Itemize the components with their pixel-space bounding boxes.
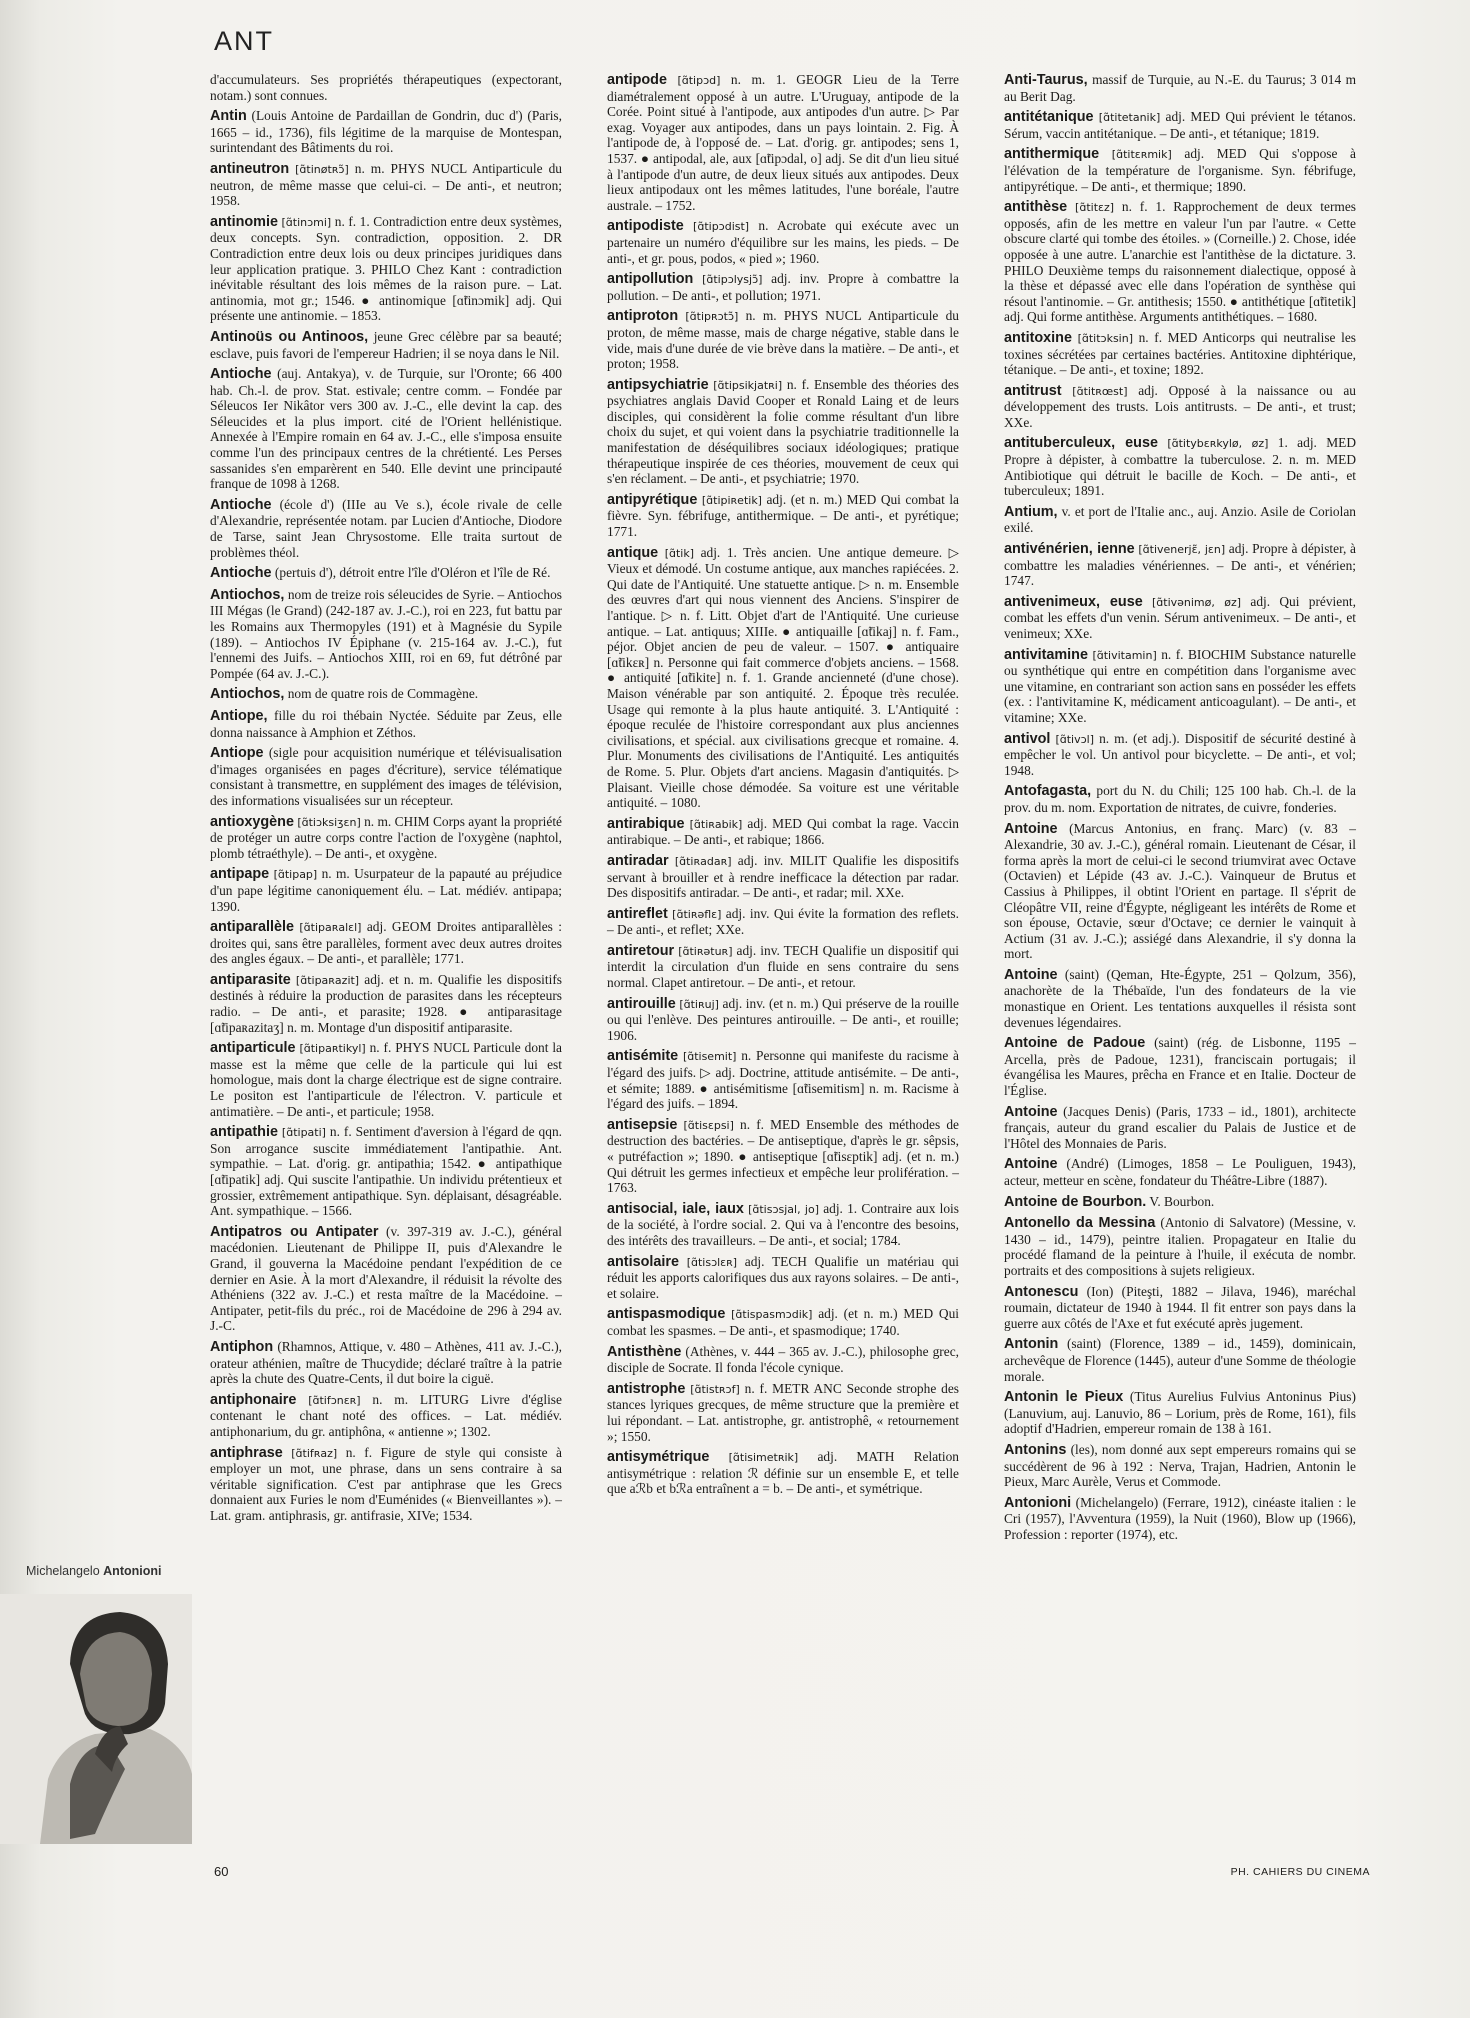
dictionary-entry: [607, 1381, 959, 1444]
dictionary-entry: [210, 1124, 562, 1219]
entry-definition: n. f. 1. Contradiction entre deux systèmes, deux concepts. Syn. contradiction, opposition. 2. DR Contradiction entre deux lois ou deux principes juridiques dans leur application pratique. 3. PHILO Chez Kant : contradiction inévitable résultant des lois mêmes de la raison pure. – Lat. antinomia, mot gr.; 1546. ● antinomique [ɑ̃tinɔmik] adj. Qui présente une antinomie. – 1853.: [210, 213, 562, 324]
entry-definition: 1. adj. MED Propre à dépister, à combattre la tuberculose. 2. n. m. MED Antibiotique qui détruit le bacille de Koch. – De anti-, et tuberculeux; 1891.: [1004, 435, 1356, 499]
entry-pronunciation: [ɑ̃tipap]: [273, 868, 318, 882]
entry-headword: Antofagasta,: [1004, 783, 1092, 800]
entry-definition: adj. inv. (et n. m.) Qui préserve de la rouille ou qui l'enlève. Des peintures antirouille. – De anti-, et rouille; 1906.: [607, 995, 959, 1043]
entry-definition: adj. (et n. m.) MED Qui combat la fièvre. Syn. fébrifuge, antithermique. – De anti-, et pyrétique; 1771.: [607, 491, 959, 540]
entry-headword: Antoine de Bourbon.: [1004, 1193, 1147, 1210]
entry-headword: Antoine: [1004, 1156, 1058, 1173]
entry-pronunciation: [ɑ̃tipati]: [281, 1126, 326, 1140]
entry-headword: antiradar: [607, 852, 669, 869]
dictionary-entry: [1004, 1336, 1356, 1384]
dictionary-entry: [1004, 1442, 1356, 1490]
running-head: ANT: [214, 26, 274, 56]
entry-definition: (Titus Aurelius Fulvius Antoninus Pius) (Lanuvium, auj. Lanuvio, 86 – Lorium, près de Rome, 161), fils adoptif d'Hadrien, empereur romain de 138 à 161.: [1004, 1389, 1356, 1437]
entry-headword: antisepsie: [607, 1116, 678, 1133]
entry-definition: fille du roi thébain Nyctée. Séduite par Zeus, elle donna naissance à Amphion et Zéthos.: [210, 707, 562, 740]
portrait-illustration: [0, 1594, 192, 1844]
entry-definition: nom de treize rois séleucides de Syrie. – Antiochos III Mégas (le Grand) (242-187 av. J.-C.), roi en 223, fut battu par les Romains aux Thermopyles (191) et à Magnésie du Sypile (189). – Antiochos IV Épiphane (v. 215-164 av. J.-C.), fut l'ennemi des Juifs. – Antiochos XIII, roi en 69, fut détrôné par Pompée (64 av. J.-C.).: [210, 586, 562, 681]
dictionary-entry: [1004, 1284, 1356, 1332]
entry-definition: n. m. (et adj.). Dispositif de sécurité destiné à empêcher le vol. Un antivol pour bicyclette. – De anti-, et vol; 1948.: [1004, 730, 1356, 778]
entry-definition: adj. inv. TECH Qualifie un dispositif qui interdit la circulation d'un fluide en sens contraire du sens normal. Clapet antiretour. – De anti-, et retour.: [607, 942, 959, 991]
portrait-photo: [0, 1594, 192, 1844]
dictionary-entry: [210, 745, 562, 808]
entry-definition: n. f. MED Anticorps qui neutralise les toxines sécrétées par certaines bactéries. Antitoxine diphtérique, tétanique. – De anti-, et toxine; 1892.: [1004, 329, 1356, 378]
dictionary-entry: [210, 866, 562, 914]
entry-pronunciation: [ɑ̃tik]: [664, 546, 695, 560]
entry-definition: n. f. METR ANC Seconde strophe des stances lyriques grecques, de même structure que la première et lui répondant. – Lat. antistrophe, gr. antistrophê, « retournement »; 1550.: [607, 1380, 959, 1444]
entry-pronunciation: [ɑ̃tifɔnɛʀ]: [308, 1393, 361, 1407]
entry-pronunciation: [ɑ̃tivənimø, øz]: [1151, 595, 1242, 609]
entry-headword: Antium,: [1004, 503, 1058, 520]
entry-definition: nom de quatre rois de Commagène.: [287, 686, 479, 702]
dictionary-entry: [210, 814, 562, 862]
entry-definition: n. f. MED Ensemble des méthodes de destruction des bactéries. – De antiseptique, d'après le gr. sêpsis, « putréfaction »; 1890. ● antiseptique [ɑ̃tisɛptik] adj. (et n. m.) Qui détruit les germes infectieux et empêche leur prolifération. – 1763.: [607, 1116, 959, 1196]
entry-pronunciation: [ɑ̃tipɔdist]: [693, 220, 750, 234]
dictionary-entry: [1004, 594, 1356, 642]
entry-headword: antisémite: [607, 1048, 679, 1065]
entry-definition: V. Bourbon.: [1149, 1193, 1215, 1209]
entry-definition: adj. MED Qui prévient le tétanos. Sérum, vaccin antitétanique. – De anti-, et tétanique; 1819.: [1004, 109, 1356, 141]
dictionary-entry: [1004, 1035, 1356, 1098]
entry-headword: Antin: [210, 108, 247, 125]
entry-pronunciation: [ɑ̃tinɔmi]: [281, 215, 332, 229]
entry-pronunciation: [ɑ̃tiʀuj]: [679, 997, 719, 1011]
dictionary-entry: [607, 545, 959, 811]
entry-definition: n. f. BIOCHIM Substance naturelle ou synthétique qui entre en compétition dans l'organisme avec une vitamine, en contrariant son action sans en posséder les effets (ex. : l'antivitamine K, médicament anticoagulant). – De anti-, et vitamine; XXe.: [1004, 646, 1356, 725]
entry-definition: (sigle pour acquisition numérique et télévisualisation d'images organisées en pages d'écriture), service télématique consistant à transmettre, en supplément des images de télévision, des informations visualisées sur un récepteur.: [210, 745, 562, 808]
entry-pronunciation: [ɑ̃tipɔlysjɔ̃]: [702, 273, 763, 287]
entry-headword: Antonello da Messina: [1004, 1215, 1156, 1232]
entry-definition: jeune Grec célèbre par sa beauté; esclave, puis favori de l'empereur Hadrien; il se noya dans le Nil.: [210, 328, 562, 361]
entry-headword: Antonescu: [1004, 1283, 1079, 1300]
entry-definition: n. f. Sentiment d'aversion à l'égard de qqn. Son arrogance suscite immédiatement l'antipathie. Ant. sympathie. – Lat. d'orig. gr. antipathia; 1542. ● antipathique [ɑ̃tipatik] adj. Qui suscite l'antipathie. Un individu prétentieux et grossier, extrêmement antipathique. Syn. déplaisant, désagréable. Ant. sympathique. – 1566.: [210, 1124, 562, 1219]
entry-definition: n. m. PHYS NUCL Antiparticule du proton, de même masse, mais de charge négative, stable dans le vide, mais d'une durée de vie brève dans la matière. – De anti-, et proton; 1958.: [607, 308, 959, 372]
entry-headword: antiphonaire: [210, 1391, 297, 1408]
dictionary-entry: [607, 816, 959, 848]
dictionary-entry: [210, 686, 562, 703]
entry-headword: antique: [607, 544, 659, 561]
entry-definition: (Jacques Denis) (Paris, 1733 – id., 1801), architecte français, auteur du grand escalier du Palais de Justice et de l'Hôtel des Monnaies de Paris.: [1004, 1103, 1356, 1151]
dictionary-entry: [1004, 72, 1356, 104]
entry-headword: Antoine: [1004, 966, 1058, 983]
entry-pronunciation: [ɑ̃tipaʀalɛl]: [299, 921, 362, 935]
entry-definition: n. m. CHIM Corps ayant la propriété de protéger un autre corps contre l'action de l'oxygène (naphtol, plomb tétraéthyle). – De anti-, et oxygène.: [210, 813, 562, 861]
dictionary-entry: [210, 1445, 562, 1524]
dictionary-entry: [1004, 146, 1356, 194]
entry-pronunciation: [ɑ̃titɛʀmik]: [1111, 148, 1172, 162]
photo-credit: PH. CAHIERS DU CINEMA: [1230, 1866, 1370, 1878]
entry-definition: (Michelangelo) (Ferrare, 1912), cinéaste italien : le Cri (1957), l'Avventura (1959), la Nuit (1960), Blow up (1966), Profession : reporter (1974), etc.: [1004, 1494, 1356, 1542]
entry-headword: Antiochos,: [210, 586, 285, 603]
entry-pronunciation: [ɑ̃tipaʀtikyl]: [299, 1042, 366, 1056]
entry-definition: (Athènes, v. 444 – 365 av. J.-C.), philosophe grec, disciple de Socrate. Il fonda l'école cynique.: [607, 1343, 959, 1376]
entry-headword: Antonins: [1004, 1441, 1067, 1458]
entry-definition: adj. Propre à dépister, à combattre les maladies vénériennes. – De anti-, et vénérien; 1747.: [1004, 541, 1356, 589]
entry-definition: n. m. Usurpateur de la papauté au préjudice d'un pape légitime canoniquement élu. – Lat. médiév. antipapa; 1390.: [210, 866, 562, 914]
page-number: 60: [214, 1864, 229, 1879]
entry-headword: Antonioni: [1004, 1494, 1072, 1511]
dictionary-entry: [1004, 330, 1356, 378]
entry-headword: Antioche: [210, 496, 272, 513]
caption-first-name: Michelangelo: [26, 1564, 100, 1578]
dictionary-entry: [1004, 541, 1356, 589]
entry-definition: adj. MATH Relation antisymétrique : relation ℛ définie sur un ensemble E, et telle que aℛb et bℛa entraînent a = b. – De anti-, et symétrique.: [607, 1449, 959, 1497]
dictionary-entry: [210, 329, 562, 361]
entry-headword: Antonin le Pieux: [1004, 1389, 1124, 1406]
entry-definition: (les), nom donné aux sept empereurs romains qui se succédèrent de 96 à 192 : Nerva, Trajan, Hadrien, Antonin le Pieux, Marc Aurèle, Verus et Commode.: [1004, 1441, 1356, 1490]
entry-pronunciation: [ɑ̃tifʀaz]: [291, 1446, 338, 1460]
entry-headword: antipodiste: [607, 218, 684, 235]
entry-definition: n. f. Figure de style qui consiste à employer un mot, une phrase, dans un sens contraire à sa véritable signification. C'est par antiphrase que les Grecs donnaient aux Furies le nom d'Euménides (« Bienveillantes »). – Lat. gram. antiphrasis, gr. antifrasie, XIVe; 1534.: [210, 1444, 562, 1523]
entry-headword: antineutron: [210, 160, 290, 177]
entry-headword: antioxygène: [210, 813, 294, 830]
dictionary-entry: [1004, 1389, 1356, 1437]
entry-headword: Antioche: [210, 366, 272, 383]
entry-definition: (Louis Antoine de Pardaillan de Gondrin, duc d') (Paris, 1665 – id., 1736), fils légitime de la marquise de Montespan, surintendant des Bâtiments du roi.: [210, 108, 562, 156]
dictionary-entry: [607, 906, 959, 938]
dictionary-entry: [210, 972, 562, 1035]
entry-headword: antivenimeux, euse: [1004, 593, 1143, 610]
entry-definition: adj. MED Qui combat la rage. Vaccin antirabique. – De anti-, et rabique; 1866.: [607, 815, 959, 848]
dictionary-entry: [1004, 647, 1356, 726]
entry-headword: antithèse: [1004, 199, 1068, 216]
dictionary-entry: [607, 1344, 959, 1376]
entry-headword: antiparallèle: [210, 919, 294, 936]
entry-pronunciation: [ɑ̃tipʀɔtɔ̃]: [685, 310, 739, 324]
entry-pronunciation: [ɑ̃titetanik]: [1098, 111, 1161, 125]
entry-pronunciation: [ɑ̃tisɛpsi]: [683, 1118, 734, 1132]
dictionary-entry: [607, 218, 959, 266]
entry-definition: adj. 1. Très ancien. Une antique demeure. ▷ Vieux et démodé. Un costume antique, aux manches rapiécées. 2. Qui date de l'Antiquité. Une statuette antique. ▷ n. m. Ensemble des œuvres d'art qui nous viennent des Anciens. S'inspirer de l'antique. ▷ n. f. Litt. Objet d'art de l'Antiquité. Une curieuse antique. – Lat. antiquus; XIIIe. ● antiquaille [ɑ̃tikaj] n. f. Fam., péjor. Objet ancien de peu de valeur. – 1507. ● antiquaire [ɑ̃tikɛʀ] n. Personne qui fait commerce d'objets anciens. – 1568. ● antiquité [ɑ̃tikite] n. f. 1. Grande ancienneté (d'une chose). Maison vénérable par son antiquité. 2. Époque très reculée. Usage qui remonte à la plus haute antiquité. 3. L'Antiquité : époque reculée de l'histoire correspondant aux plus anciennes civilisations, et spécial. aux civilisations grecque et romaine. 4. Plur. Monuments des civilisations de l'Antiquité. Les antiquités de Rome. 5. Plur. Objets d'art anciens. Magasin d'antiquités. ▷ Plaisant. Vieille chose démodée. Sa voiture est une véritable antiquité. – 1080.: [607, 544, 959, 811]
column-2: [607, 72, 959, 1502]
dictionary-entry: [210, 366, 562, 492]
dictionary-entry: [607, 1117, 959, 1196]
entry-headword: antithermique: [1004, 146, 1100, 163]
entry-headword: antivol: [1004, 730, 1051, 747]
column-1: [210, 72, 562, 1528]
dictionary-entry: [210, 1339, 562, 1387]
dictionary-entry: [210, 214, 562, 324]
entry-pronunciation: [ɑ̃tiʀəflɛ]: [672, 907, 722, 921]
entry-headword: antiproton: [607, 308, 679, 325]
entry-headword: Antioche: [210, 565, 272, 582]
entry-headword: antisolaire: [607, 1253, 679, 1270]
entry-headword: antitoxine: [1004, 329, 1072, 346]
entry-headword: antirabique: [607, 815, 685, 832]
dictionary-entry: [1004, 1156, 1356, 1188]
entry-definition: (saint) (rég. de Lisbonne, 1195 – Arcella, près de Padoue, 1231), franciscain portugais; il évangélisa les Maures, prêcha en France et en Italie. Docteur de l'Église.: [1004, 1035, 1357, 1099]
entry-pronunciation: [ɑ̃titybɛʀkylø, øz]: [1167, 437, 1269, 451]
dictionary-entry: [1004, 435, 1356, 498]
entry-pronunciation: [ɑ̃titʀœst]: [1072, 384, 1128, 398]
caption-last-name: Antonioni: [103, 1564, 162, 1578]
entry-pronunciation: [ɑ̃tivɔl]: [1055, 732, 1094, 746]
dictionary-entry: [210, 919, 562, 967]
entry-headword: antipyrétique: [607, 491, 698, 508]
dictionary-entry: [210, 72, 562, 103]
dictionary-entry: [1004, 383, 1356, 431]
dictionary-entry: [1004, 1495, 1356, 1543]
dictionary-entry: [607, 996, 959, 1044]
entry-definition: (Antonio di Salvatore) (Messine, v. 1430 – id., 1479), peintre italien. Propagateur en Italie du procédé flamand de la peinture à l'huile, il exécuta de nombr. portraits et des compositions à sujets religieux.: [1004, 1215, 1356, 1278]
entry-headword: Antiochos,: [210, 686, 285, 703]
entry-definition: (André) (Limoges, 1858 – Le Pouliguen, 1943), acteur, metteur en scène, fondateur du Théâtre-Libre (1887).: [1004, 1156, 1356, 1188]
photo-caption: [26, 1564, 161, 1578]
dictionary-entry: [210, 565, 562, 582]
entry-pronunciation: [ɑ̃titɛz]: [1075, 201, 1115, 215]
dictionary-entry: [607, 271, 959, 303]
dictionary-entry: [1004, 199, 1356, 325]
entry-definition: (Ion) (Piteşti, 1882 – Jilava, 1946), maréchal roumain, dictateur de 1940 à 1944. Il fit entrer son pays dans la guerre aux côtés de l'Axe et fut exécuté après jugement.: [1004, 1283, 1356, 1331]
entry-pronunciation: [ɑ̃tistʀɔf]: [690, 1382, 740, 1396]
entry-definition: (Marcus Antonius, en franç. Marc) (v. 83 – Alexandrie, 30 av. J.-C.), général romain. Lieutenant de César, il forma après la mort de celui-ci le second triumvirat avec Octave (Octavien) et Lépide (43 av. J.-C.). Vainqueur de Brutus et Cassius à Philippes, il obtint l'Orient en partage. Il s'éprit de Cléopâtre VII, reine d'Égypte, négligeant les intérêts de Rome et son épouse, Octavie, sœur d'Octave; ce dernier le vainquit à Actium (31 av. J.-C.); assiégé dans Alexandrie, il s'y donna la mort.: [1004, 820, 1356, 962]
entry-headword: antistrophe: [607, 1380, 686, 1397]
entry-headword: Antoine: [1004, 1103, 1058, 1120]
entry-headword: antipsychiatrie: [607, 376, 709, 393]
entry-pronunciation: [ɑ̃titɔksin]: [1077, 331, 1133, 345]
dictionary-entry: [1004, 1215, 1356, 1278]
entry-headword: antipathie: [210, 1124, 278, 1141]
entry-headword: antiretour: [607, 942, 675, 959]
entry-headword: antipollution: [607, 271, 694, 288]
dictionary-entry: [607, 853, 959, 901]
entry-definition: port du N. du Chili; 125 100 hab. Ch.-l. de la prov. du m. nom. Exportation de nitrates, de cuivre, fonderies.: [1004, 783, 1356, 815]
dictionary-entry: [210, 708, 562, 740]
entry-headword: antivitamine: [1004, 646, 1088, 663]
dictionary-entry: [210, 1040, 562, 1119]
entry-definition: adj. GEOM Droites antiparallèles : droites qui, sans être parallèles, forment avec deux autres droites des angles égaux. – De anti-, et parallèle; 1771.: [210, 919, 562, 967]
entry-pronunciation: [ɑ̃tispasmɔdik]: [731, 1308, 813, 1322]
entry-definition: n. m. 1. GEOGR Lieu de la Terre diamétralement opposé à un autre. L'Uruguay, antipode de la Corée. Point situé à l'antipode, aux antipodes d'un autre. ▷ Par exag. Voyager aux antipodes, dans un pays lointain. 2. Fig. À l'antipode de, à l'opposé de. – Lat. d'orig. gr. antipodes; sens 1, 1537. ● antipodal, ale, aux [ɑ̃tipɔdal, o] adj. Se dit d'un lieu situé à l'antipode d'un autre, de deux lieux situés aux antipodes. Deux lieux antipodaux ont les mêmes latitudes, l'une boréale, l'autre australe. – 1752.: [607, 72, 959, 213]
entry-definition: (pertuis d'), détroit entre l'île d'Oléron et l'île de Ré.: [274, 565, 551, 581]
entry-headword: Antiope: [210, 745, 264, 762]
entry-definition: adj. 1. Contraire aux lois de la société, à l'ordre social. 2. Qui va à l'encontre des besoins, des intérêts des travailleurs. – De anti-, et social; 1784.: [607, 1200, 959, 1248]
dictionary-entry: [607, 72, 959, 213]
entry-pronunciation: [ɑ̃tisimetʀik]: [728, 1451, 799, 1465]
entry-definition: massif de Turquie, au N.-E. du Taurus; 3 014 m au Berit Dag.: [1004, 72, 1356, 104]
entry-pronunciation: [ɑ̃tipɔd]: [677, 74, 721, 87]
entry-definition: (auj. Antakya), v. de Turquie, sur l'Oronte; 66 400 hab. Ch.-l. de prov. Stat. estivale; centre comm. – Fondée par Séleucos Ier Nikâtor vers 300 av. J.-C., elle devint la cap. des Séleucides et la plus import. cité de l'Orient hellénistique. Annexée à l'Empire romain en 64 av. J.-C., elle s'imposa ensuite comme l'un des principaux centres de la chrétienté. Les Perses sassanides s'en emparèrent en 540. Elle devint une principauté franque de 1098 à 1268.: [210, 366, 562, 492]
dictionary-entry: [1004, 504, 1356, 536]
entry-definition: n. f. 1. Rapprochement de deux termes opposés, afin de les mettre en valeur l'un par l'autre. « Cette obscure clarté qui tombe des étoiles. » (Corneille.) 2. Chose, idée opposée à une autre. L'anarchie est l'antithèse de la dictature. 3. PHILO Deuxième temps du raisonnement dialectique, opposé à la thèse et dépassé avec elle dans l'opération de synthèse qui résout l'antinomie. – Gr. antithesis; 1550. ● antithétique [ɑ̃titetik] adj. Qui forme antithèse. Arguments antithétiques. – 1680.: [1004, 199, 1356, 325]
entry-definition: v. et port de l'Italie anc., auj. Anzio. Asile de Coriolan exilé.: [1004, 503, 1356, 536]
entry-pronunciation: [ɑ̃tisɔlɛʀ]: [686, 1255, 738, 1269]
entry-pronunciation: [ɑ̃tiʀətuʀ]: [678, 944, 733, 958]
entry-headword: antiparasite: [210, 971, 291, 988]
dictionary-entry: [210, 587, 562, 682]
dictionary-entry: [607, 1306, 959, 1338]
entry-headword: Antoine: [1004, 820, 1058, 837]
entry-headword: Antiope,: [210, 707, 268, 724]
entry-pronunciation: [ɑ̃tipsikjatʀi]: [713, 378, 783, 392]
dictionary-entry: [1004, 967, 1356, 1030]
entry-headword: antipape: [210, 866, 270, 883]
entry-pronunciation: [ɑ̃tinøtʀɔ̃]: [295, 162, 349, 176]
entry-pronunciation: [ɑ̃tiɔksiʒɛn]: [297, 815, 361, 829]
dictionary-entry: [210, 1392, 562, 1440]
entry-pronunciation: [ɑ̃tisemit]: [682, 1050, 737, 1064]
entry-headword: antitétanique: [1004, 109, 1094, 126]
entry-definition: (v. 397-319 av. J.-C.), général macédonien. Lieutenant de Philippe II, puis d'Alexandre le Grand, il gouverna la Macédoine pendant l'expédition de ce dernier en Asie. À la mort d'Alexandre, il réduisit la révolte des Athéniens (322 av. J.-C.) et resta maître de la Macédoine. – Antipater, petit-fils du préc., roi de Macédoine de 296 à 294 av. J.-C.: [210, 1223, 562, 1334]
dictionary-entry: [1004, 731, 1356, 779]
dictionary-entry: [1004, 109, 1356, 141]
entry-definition: n. f. PHYS NUCL Particule dont la masse est la même que celle de la particule qui lui est homologue, mais dont la charge électrique est de signe contraire. Le positon est l'antiparticule de l'électron. V. particule et antimatière. – De anti-, et particule; 1958.: [210, 1040, 562, 1119]
entry-headword: antispasmodique: [607, 1306, 726, 1323]
dictionary-entry: [607, 1449, 959, 1497]
entry-pronunciation: [ɑ̃tiʀadaʀ]: [674, 854, 732, 868]
entry-definition: adj. Qui prévient, combat les effets d'un venin. Sérum antivenimeux. – De anti-, et venimeux; XXe.: [1004, 593, 1356, 641]
dictionary-entry: [210, 497, 562, 560]
entry-definition: n. Acrobate qui exécute avec un partenaire un numéro d'équilibre sur les mains, les pieds. – De anti-, et gr. pous, podos, « pied »; 1960.: [607, 218, 959, 266]
dictionary-entry: [210, 1224, 562, 1334]
entry-definition: (saint) (Florence, 1389 – id., 1459), dominicain, archevêque de Florence (1445), auteur d'une Somme de théologie morale.: [1004, 1336, 1356, 1384]
entry-definition: n. m. PHYS NUCL Antiparticule du neutron, de même masse que celui-ci. – De anti-, et neutron; 1958.: [210, 160, 562, 209]
dictionary-entry: [607, 377, 959, 487]
entry-headword: Antonin: [1004, 1336, 1059, 1353]
entry-definition: adj. TECH Qualifie un matériau qui réduit les apports calorifiques dus aux rayons solaires. – De anti-, et solaire.: [607, 1253, 959, 1301]
entry-headword: Antinoüs ou Antinoos,: [210, 328, 369, 345]
entry-headword: antitrust: [1004, 382, 1062, 399]
entry-pronunciation: [ɑ̃tipaʀazit]: [295, 973, 360, 987]
entry-headword: antivénérien, ienne: [1004, 541, 1135, 558]
entry-headword: antituberculeux, euse: [1004, 435, 1158, 452]
entry-headword: Anti-Taurus,: [1004, 72, 1088, 88]
entry-definition: n. Personne qui manifeste du racisme à l'égard des juifs. ▷ adj. Doctrine, attitude antisémite. – De anti-, et sémite; 1889. ● antisémitisme [ɑ̃tisemitism] n. m. Racisme à l'égard des juifs. – 1894.: [607, 1048, 959, 1112]
dictionary-entry: [1004, 783, 1356, 815]
dictionary-entry: [607, 308, 959, 371]
entry-definition: adj. inv. Qui évite la formation des reflets. – De anti-, et reflet; XXe.: [607, 905, 959, 938]
entry-definition: (école d') (IIIe au Ve s.), école rivale de celle d'Alexandrie, représentée notam. par Lucien d'Antioche, Diodore de Tarse, saint Jean Chrysostome. Elle traita surtout de problèmes théol.: [210, 496, 562, 560]
entry-headword: antipode: [607, 72, 667, 88]
entry-pronunciation: [ɑ̃tivenerjɛ̃, jɛn]: [1138, 543, 1226, 557]
entry-definition: adj. (et n. m.) MED Qui combat les spasmes. – De anti-, et spasmodique; 1740.: [607, 1306, 959, 1338]
entry-headword: antireflet: [607, 905, 668, 922]
entry-headword: antiparticule: [210, 1040, 296, 1057]
dictionary-entry: [1004, 1194, 1356, 1211]
dictionary-entry: [210, 108, 562, 156]
entry-headword: Antisthène: [607, 1343, 682, 1360]
entry-headword: Antipatros ou Antipater: [210, 1223, 379, 1240]
entry-definition: d'accumulateurs. Ses propriétés thérapeutiques (expectorant, notam.) sont connues.: [210, 72, 562, 103]
entry-definition: adj. inv. Propre à combattre la pollution. – De anti-, et pollution; 1971.: [607, 271, 959, 303]
entry-definition: (saint) (Qeman, Hte-Égypte, 251 – Qolzum, 356), anachorète de la Thébaïde, l'un des fondateurs de la vie monastique en Orient. Les tentations auxquelles il résista sont devenues légendaires.: [1004, 966, 1356, 1030]
entry-definition: adj. inv. MILIT Qualifie les dispositifs servant à brouiller et à rendre inefficace la détection par radar. Des dispositifs antiradar. – De anti-, et radar; mil. XXe.: [607, 852, 959, 901]
dictionary-entry: [210, 161, 562, 209]
dictionary-entry: [607, 1201, 959, 1249]
dictionary-entry: [1004, 1104, 1356, 1152]
entry-headword: Antiphon: [210, 1338, 274, 1355]
entry-definition: adj. Opposé à la naissance ou au développement des trusts. Lois antitrusts. – De anti-, et trust; XXe.: [1004, 382, 1356, 430]
dictionary-entry: [1004, 821, 1356, 962]
entry-definition: adj. et n. m. Qualifie les dispositifs destinés à réduire la production de parasites dans les récepteurs radio. – De anti-, et parasite; 1928. ● antiparasitage [ɑ̃tipaʀazitaʒ] n. m. Montage d'un dispositif antiparasite.: [210, 971, 562, 1035]
column-3: [1004, 72, 1356, 1547]
entry-headword: antinomie: [210, 213, 278, 230]
entry-definition: (Rhamnos, Attique, v. 480 – Athènes, 411 av. J.-C.), orateur athénien, maître de Thucydide; déclaré traître à la patrie après la chute des Quatre-Cents, il dut boire la ciguë.: [210, 1338, 562, 1387]
entry-pronunciation: [ɑ̃tivitamin]: [1092, 648, 1157, 662]
entry-pronunciation: [ɑ̃tisɔsjal, jo]: [748, 1202, 819, 1216]
entry-definition: n. m. LITURG Livre d'église contenant le chant noté des offices. – Lat. médiév. antiphonarium, du gr. antiphôna, « antienne »; 1302.: [210, 1391, 562, 1439]
entry-definition: adj. MED Qui s'oppose à l'élévation de la température de l'organisme. Syn. fébrifuge, antipyrétique. – De anti-, et thermique; 1890.: [1004, 146, 1356, 194]
entry-headword: Antoine de Padoue: [1004, 1035, 1146, 1052]
entry-definition: n. f. Ensemble des théories des psychiatres anglais David Cooper et Ronald Laing et de leurs disciples, qui considèrent la folie comme résultant d'un libre choix du sujet, et qui voient dans la psychiatrie traditionnelle la manifestation de déséquilibres sociaux idéologiques; pratique thérapeutique inspirée de ces théories, mouvement de ceux qui s'en réclament. – De anti-, et psychiatrie; 1970.: [607, 376, 959, 487]
entry-headword: antiphrase: [210, 1444, 283, 1461]
dictionary-entry: [607, 1048, 959, 1111]
entry-headword: antirouille: [607, 995, 676, 1012]
dictionary-entry: [607, 1254, 959, 1302]
entry-headword: antisymétrique: [607, 1449, 710, 1466]
dictionary-entry: [607, 492, 959, 540]
entry-pronunciation: [ɑ̃tiʀabik]: [689, 817, 743, 831]
entry-headword: antisocial, iale, iaux: [607, 1200, 744, 1217]
dictionary-entry: [607, 943, 959, 991]
entry-pronunciation: [ɑ̃tipiʀetik]: [701, 493, 762, 507]
